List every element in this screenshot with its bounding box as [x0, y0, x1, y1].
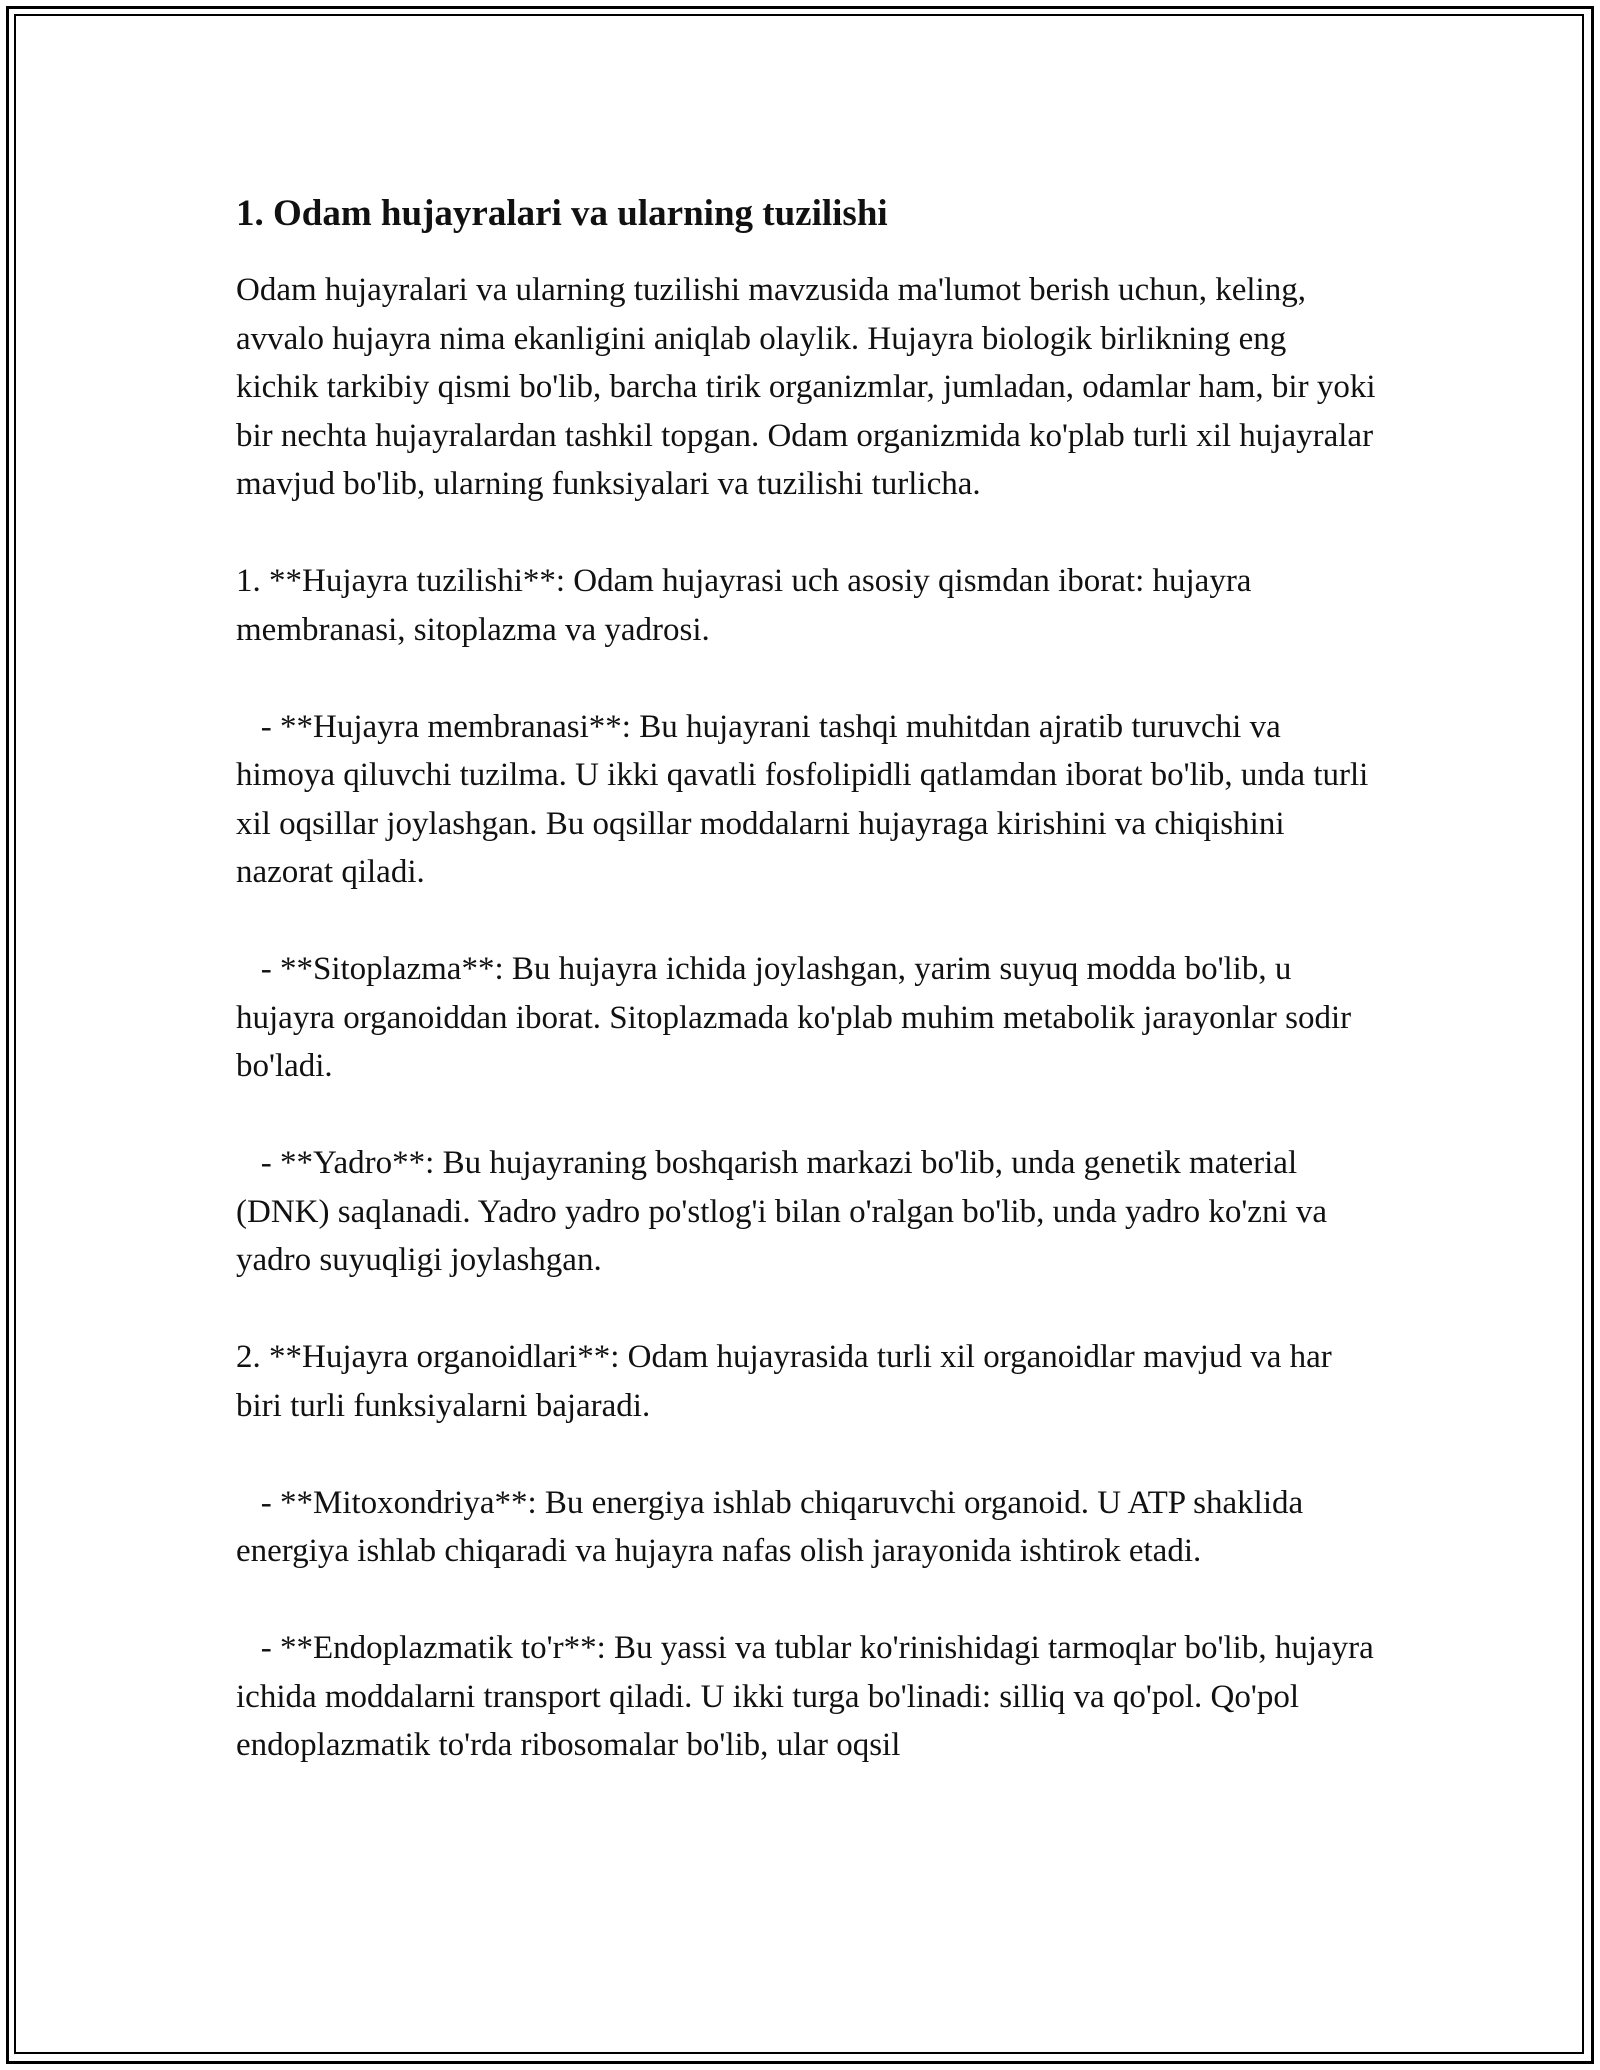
paragraph-gap [236, 1285, 1376, 1334]
paragraph-gap [236, 654, 1376, 703]
paragraph-intro: Odam hujayralari va ularning tuzilishi mavzusida ma'lumot berish uchun, keling, avvalo hujayra nima ekanligini aniqlab olaylik. Hujayra biologik birlikning eng kichik tarkibiy qismi bo'lib, barcha tirik organizmlar, jumladan, odamlar ham, bir yoki bir nechta hujayralardan tashkil topgan. Odam organizmida ko'plab turli xil hujayralar mavjud bo'lib, ularning funksiyalari va tuzilishi turlicha. [236, 272, 1384, 502]
paragraph-nucleus: - **Yadro**: Bu hujayraning boshqarish markazi bo'lib, unda genetik material (DNK) saqlanadi. Yadro yadro po'stlog'i bilan o'ralgan bo'lib, unda yadro ko'zni va yadro suyuqligi joylashgan. [236, 1145, 1336, 1278]
paragraph-endoplasmic-reticulum: - **Endoplazmatik to'r**: Bu yassi va tublar ko'rinishidagi tarmoqlar bo'lib, hujayra ichida moddalarni transport qiladi. U ikki turga bo'linadi: silliq va qo'pol. Qo'pol endoplazmatik to'rda ribosomalar bo'lib, ular oqsil [236, 1630, 1383, 1763]
paragraph-gap [236, 1576, 1376, 1625]
paragraph-cell-structure: 1. **Hujayra tuzilishi**: Odam hujayrasi uch asosiy qismdan iborat: hujayra membranasi, sitoplazma va yadrosi. [236, 563, 1260, 648]
document-body [236, 186, 1384, 1770]
paragraph-mitochondria: - **Mitoxondriya**: Bu energiya ishlab chiqaruvchi organoid. U ATP shaklida energiya ishlab chiqaradi va hujayra nafas olish jarayonida ishtirok etadi. [236, 1484, 1312, 1569]
paragraph-cytoplasm: - **Sitoplazma**: Bu hujayra ichida joylashgan, yarim suyuq modda bo'lib, u hujayra organoiddan iborat. Sitoplazmada ko'plab muhim metabolik jarayonlar sodir bo'ladi. [236, 951, 1360, 1084]
paragraph-gap [236, 897, 1376, 946]
paragraph-cell-membrane: - **Hujayra membranasi**: Bu hujayrani tashqi muhitdan ajratib turuvchi va himoya qiluvchi tuzilma. U ikki qavatli fosfolipidli qatlamdan iborat bo'lib, unda turli xil oqsillar joylashgan. Bu oqsillar moddalarni hujayraga kirishini va chiqishini nazorat qiladi. [236, 708, 1377, 890]
paragraph-gap [236, 1091, 1376, 1140]
paragraph-organelles: 2. **Hujayra organoidlari**: Odam hujayrasida turli xil organoidlar mavjud va har biri turli funksiyalarni bajaradi. [236, 1339, 1341, 1424]
paragraph-gap [236, 509, 1376, 558]
paragraph-gap [236, 1430, 1376, 1479]
document-title: 1. Odam hujayralari va ularning tuzilishi [236, 193, 888, 234]
